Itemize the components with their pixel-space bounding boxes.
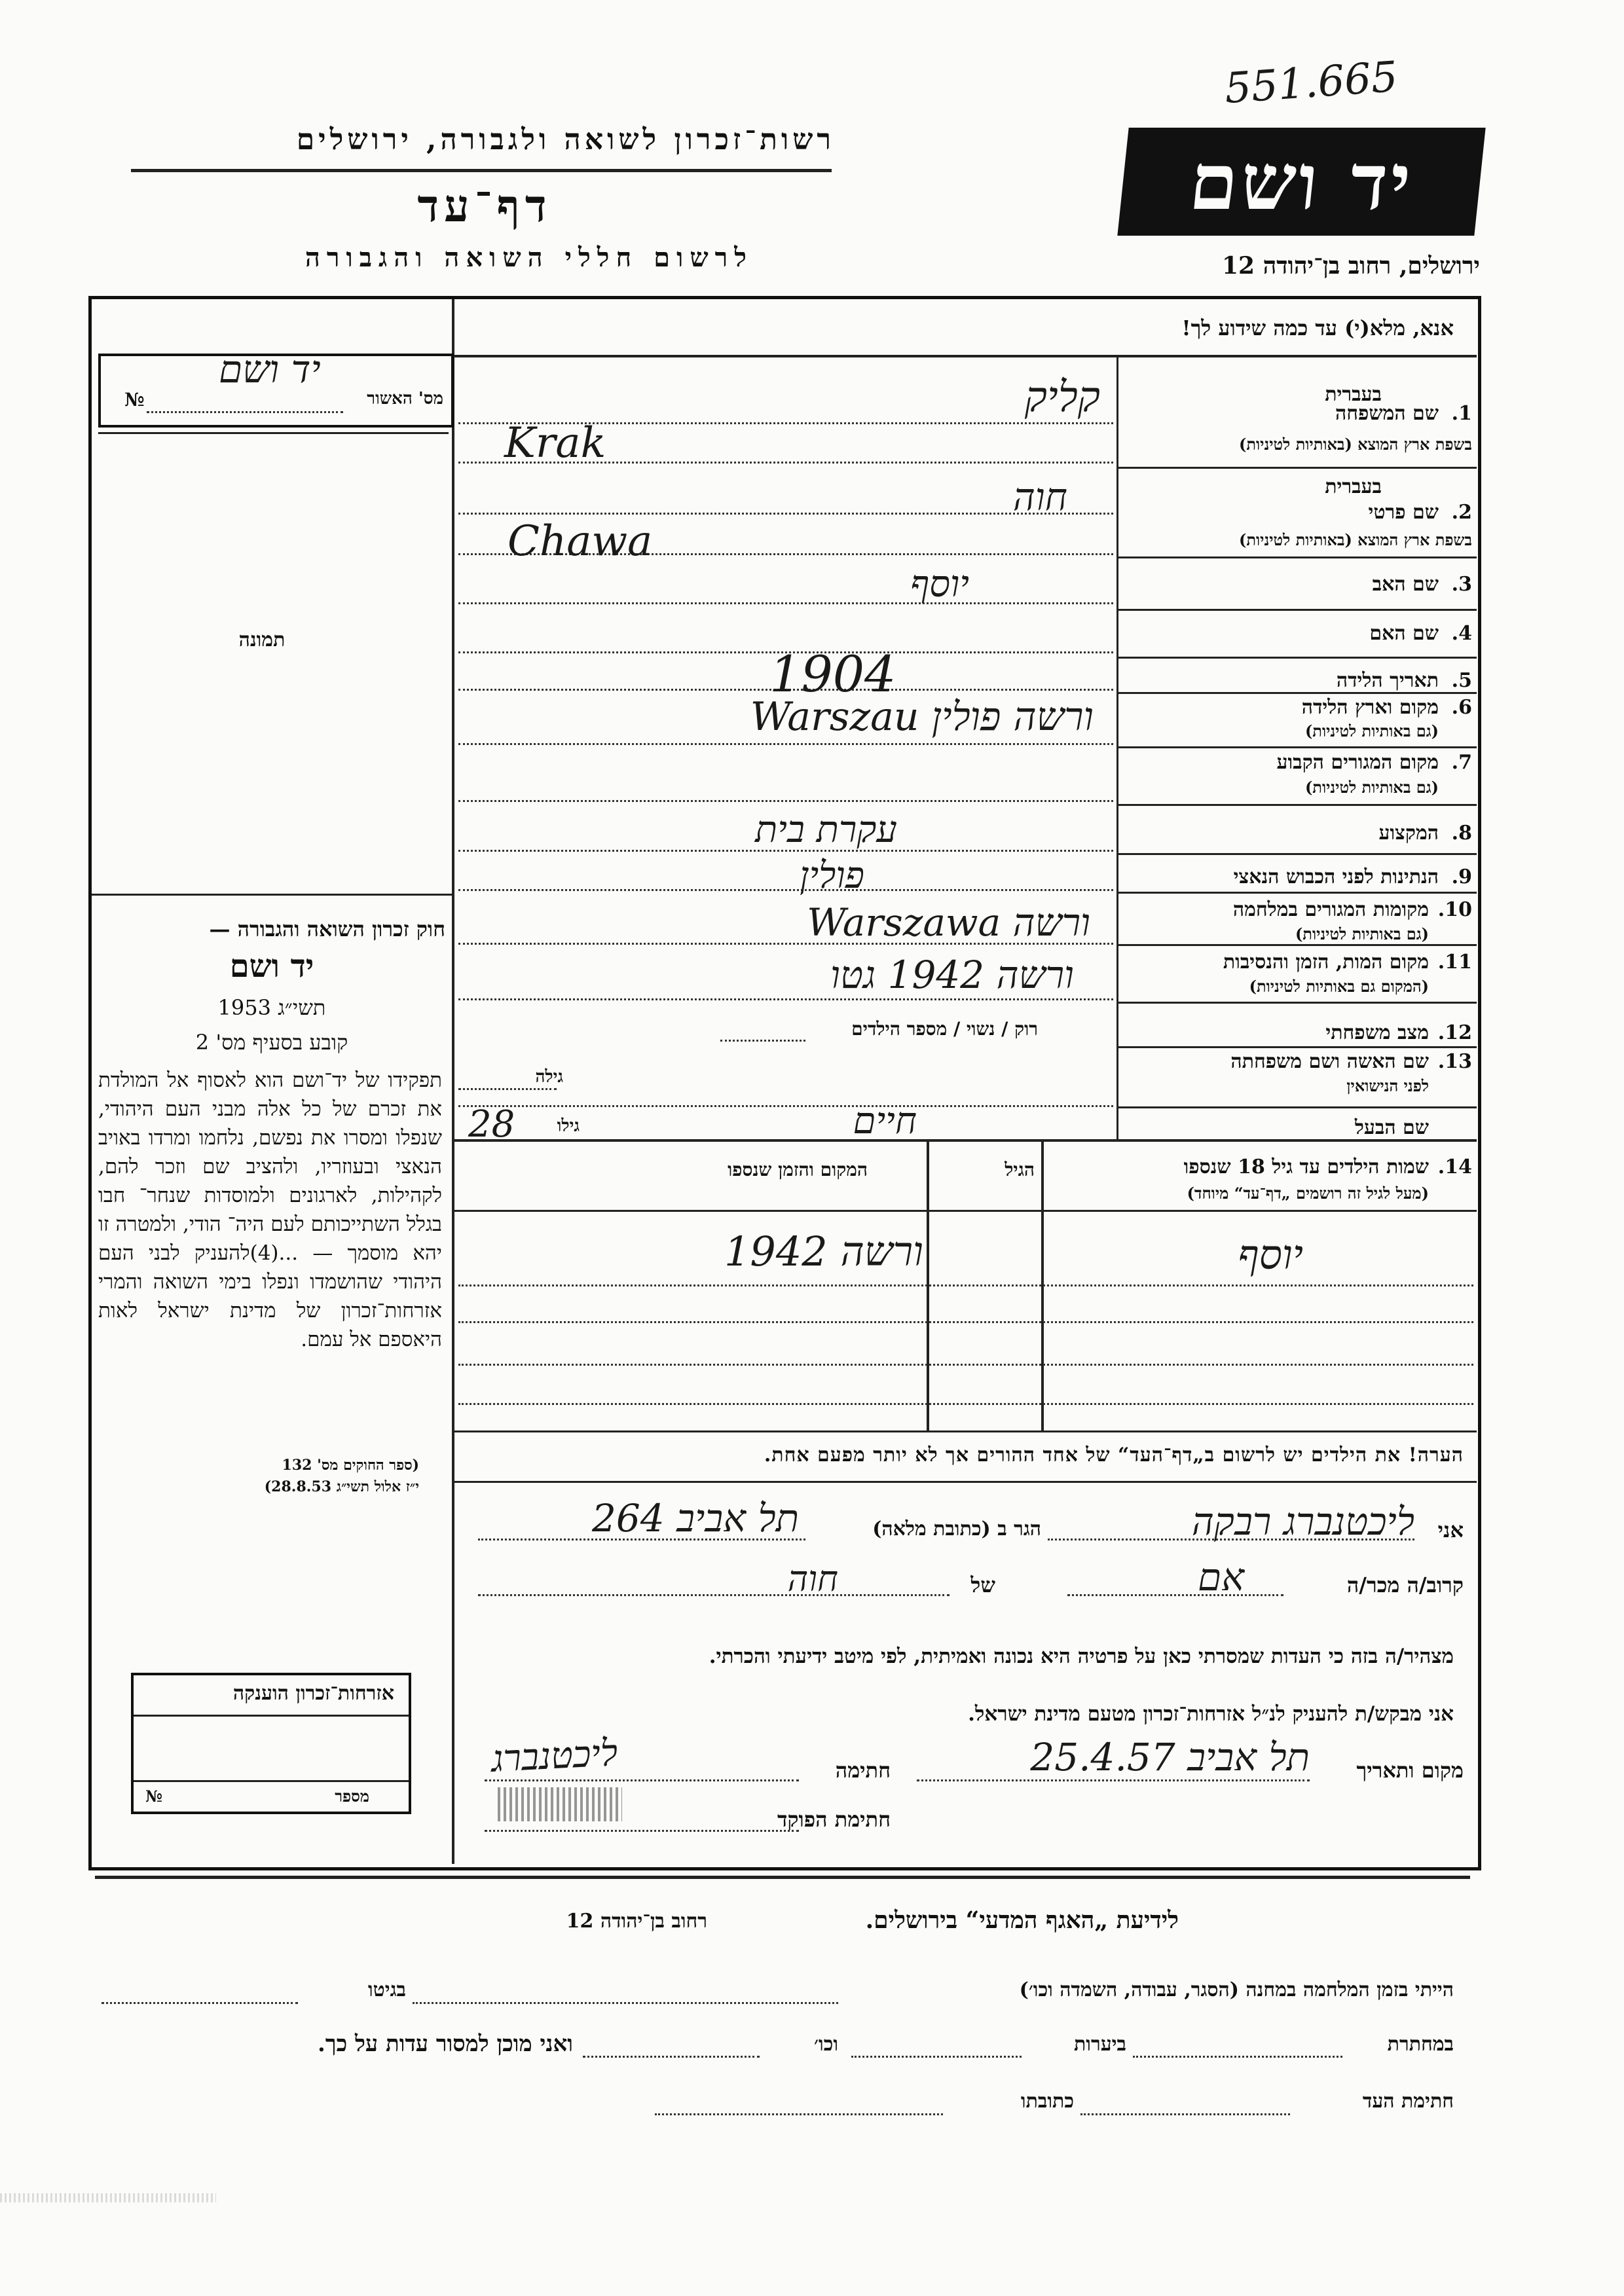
relative-label: קרוב/ה מכר/ה [1346, 1573, 1464, 1597]
field-1-sub: בשפת ארץ המוצא (באותיות לטיניות) [1239, 435, 1472, 454]
footer-camp-line [413, 2002, 838, 2004]
field-7-sub: (גם באותיות לטיניות) [1304, 778, 1439, 797]
row-sep-3 [1116, 609, 1477, 611]
header-rule [131, 169, 832, 172]
row-sep-5 [1116, 692, 1477, 694]
field-11-num: 11. [1437, 951, 1472, 974]
field-12-label: מצב משפחתי [1325, 1021, 1429, 1044]
field-8-num: 8. [1451, 822, 1472, 845]
occupation-hw: עקרת בית [755, 809, 897, 851]
footer-ghetto: בגיטו [367, 1978, 406, 2001]
of-label: של [970, 1573, 995, 1597]
law-name: יד ושם [229, 948, 314, 985]
children-col-age: הגיל [1005, 1159, 1035, 1180]
husband-name-hw: חיים [853, 1100, 917, 1142]
officer-line [485, 1830, 799, 1832]
approval-number-handwritten: יד ושם [219, 347, 321, 392]
field-13-label: שם האשה ושם משפחתה [1230, 1050, 1429, 1073]
declarant-address-hw: תל אביב 264 [591, 1496, 799, 1540]
children-top-rule [454, 1139, 1477, 1142]
children-col-place: המקום והזמן שנספו [728, 1159, 868, 1180]
law-ref-1: (ספר החוקים מס' 132 [282, 1457, 419, 1474]
of-line [478, 1594, 950, 1596]
memorial-box-rule-2 [134, 1780, 409, 1782]
intro-text: אנא, מלא(י) עד כמה שידוע לך! [1181, 316, 1454, 340]
declarant-lives-at: הגר ב (כתובת מלאה) [872, 1518, 1041, 1540]
memorial-box-rule [134, 1715, 409, 1717]
place-date-label: מקום ותאריך [1356, 1758, 1464, 1783]
officer-label: חתימת הפוקד [777, 1807, 891, 1832]
footer-etc-line [583, 2056, 760, 2058]
law-clause: קובע בסעיף מס' 2 [195, 1030, 348, 1055]
children-bottom-rule [454, 1430, 1477, 1432]
request-text: אני מבקש/ת להעניק לנ״ל אזרחות־זכרון מטעם מדינת ישראל. [968, 1702, 1454, 1726]
children-header-rule [454, 1210, 1477, 1212]
row-sep-9 [1116, 892, 1477, 894]
footer-title: לידיעת „האגף המדעי“ בירושלים. [865, 1906, 1179, 1934]
photo-label: תמונה [238, 629, 286, 651]
field-12-num: 12. [1437, 1021, 1472, 1044]
surname-latin-hw: Krak [504, 419, 606, 467]
child-1-name-hw: יוסף [1238, 1231, 1303, 1279]
row-sep-12 [1116, 1046, 1477, 1048]
wartime-residence-hw: ורשה Warszawa [807, 900, 1090, 945]
field-1-num: 1. [1451, 402, 1472, 425]
photo-bottom-rule [92, 894, 452, 896]
field-9-num: 9. [1451, 866, 1472, 888]
field-10-label: מקומות המגורים במלחמה [1232, 898, 1429, 921]
scan-artifact [0, 2193, 216, 2202]
field-3-label: שם האב [1372, 573, 1439, 596]
of-hw: חוה [787, 1558, 838, 1599]
entry-line-7 [458, 800, 1113, 802]
field-1-hebrew: בעברית [1325, 383, 1382, 406]
intro-rule [454, 355, 1477, 357]
law-year: תשי״ג 1953 [217, 995, 326, 1020]
footer-ghetto-line [101, 2002, 298, 2004]
death-place-hw: ורשה 1942 גטו [830, 953, 1074, 997]
row-sep-1 [1116, 467, 1477, 469]
row-sep-8 [1116, 853, 1477, 855]
firstname-hebrew-hw: חוה [1012, 475, 1067, 519]
children-label: שמות הילדים עד גיל 18 שנספו [1183, 1156, 1429, 1178]
signature-hw: ליכטנברג [490, 1731, 619, 1781]
field-11-sub: (המקום גם באותיות לטיניות) [1249, 977, 1429, 996]
yad-vashem-logo [1117, 128, 1485, 236]
memorial-box-number: מספר [335, 1787, 369, 1806]
field-7-label: מקום המגורים הקבוע [1276, 751, 1439, 774]
footer-underground-line [1133, 2056, 1342, 2058]
memorial-box-title: אזרחות־זכרון הוענקה [232, 1682, 394, 1705]
field-2-num: 2. [1451, 501, 1472, 524]
field-10-sub: (גם באותיות לטיניות) [1295, 924, 1429, 943]
husband-age-label: גילו [557, 1116, 580, 1136]
row-sep-4 [1116, 657, 1477, 659]
row-sep-2 [1116, 556, 1477, 558]
archive-number: 551.665 [1223, 52, 1399, 114]
field-13-num: 13. [1437, 1050, 1472, 1073]
children-line-4 [458, 1403, 1473, 1405]
approval-box [98, 347, 454, 428]
child-1-place-hw: ורשה 1942 [724, 1228, 923, 1275]
children-line-2 [458, 1321, 1473, 1323]
footer-etc: וכו׳ [814, 2033, 838, 2056]
approval-underline [98, 432, 449, 434]
children-line-1 [458, 1285, 1473, 1286]
approval-label: מס' האשור [367, 389, 443, 409]
children-line-3 [458, 1364, 1473, 1366]
firstname-latin-hw: Chawa [507, 517, 653, 566]
footer-forests-line [851, 2056, 1022, 2058]
surname-hebrew-hw: קליק [1024, 373, 1100, 422]
field-6-num: 6. [1451, 696, 1472, 719]
declaration-text: מצהיר/ה בזה כי העדות שמסרתי כאן על פרטיה היא נכונה ואמיתית, לפי מיטב ידיעתי והכרתי. [709, 1645, 1454, 1668]
place-date-hw: תל אביב 25.4.57 [1030, 1735, 1310, 1779]
entry-line-11 [458, 998, 1113, 1000]
footer-forests: ביערות [1073, 2033, 1126, 2056]
field-10-num: 10. [1437, 898, 1472, 921]
birth-date-hw: 1904 [769, 645, 896, 703]
memorial-box-no-sign: № [145, 1787, 163, 1806]
field-7-num: 7. [1451, 751, 1472, 774]
approval-dotline [147, 411, 343, 413]
field-1-label: שם המשפחה [1335, 402, 1439, 425]
footer-ready: ואני מוכן למסור עדות על כך. [318, 2031, 573, 2057]
law-ref-2: י״ז אלול תשי״ג 28.8.53) [264, 1478, 419, 1495]
officer-stamp [498, 1787, 622, 1821]
left-panel-divider [452, 299, 454, 1864]
row-sep-6 [1116, 746, 1477, 748]
field-13-age-dots [458, 1088, 557, 1090]
husband-age-hw: 28 [468, 1103, 515, 1146]
field-2-hebrew: בעברית [1325, 475, 1382, 498]
field-5-label: תאריך הלידה [1336, 669, 1439, 692]
father-name-hw: יוסף [910, 563, 969, 606]
declarant-ani: אני [1437, 1518, 1464, 1542]
footer-line-1: הייתי בזמן המלחמה במחנה (הסגר, עבודה, השמדה וכו׳) [1019, 1978, 1454, 2001]
footer-witness-sig-line [1080, 2113, 1290, 2115]
field-12-inline: רוק / נשוי / מספר הילדים [851, 1018, 1038, 1040]
approval-no-sign: № [124, 389, 145, 410]
signature-line [485, 1779, 799, 1781]
declarant-name-hw: ליכטנברג רבקה [1191, 1499, 1414, 1544]
relation-hw: אם [1198, 1555, 1244, 1599]
field-6-sub: (גם באותיות לטיניות) [1304, 721, 1439, 740]
row-sep-13 [1116, 1106, 1477, 1108]
note-bottom-rule [454, 1481, 1477, 1483]
form-subtitle: לרשום חללי השואה והגבורה [304, 242, 753, 273]
field-3-num: 3. [1451, 573, 1472, 596]
field-12-children-dots [720, 1040, 805, 1042]
field-6-label: מקום וארץ הלידה [1301, 696, 1439, 719]
field-4-label: שם האם [1369, 622, 1439, 645]
field-11-label: מקום המות, הזמן והנסיבות [1223, 951, 1429, 974]
row-sep-11 [1116, 1002, 1477, 1004]
footer-witness-signature: חתימת העד [1362, 2090, 1454, 2113]
row-sep-7 [1116, 804, 1477, 806]
field-9-label: הנתינות לפני הכבוש הנאצי [1233, 866, 1439, 888]
field-13-age-label: גילה [535, 1067, 563, 1087]
entry-line-6 [458, 743, 1113, 745]
form-title: דף־עד [417, 180, 552, 232]
children-num: 14. [1437, 1156, 1472, 1178]
place-date-line [917, 1779, 1310, 1781]
field-13-sub: לפני הנישואין [1346, 1076, 1429, 1095]
footer-rule [95, 1876, 1470, 1879]
field-2-label: שם פרטי [1368, 501, 1439, 524]
org-line: רשות־זכרון לשואה ולגבורה, ירושלים [296, 123, 835, 156]
children-sub: (מעל לגיל זה רושמים „דף־עד“ מיוחד) [1187, 1184, 1429, 1203]
signature-label: חתימה [835, 1758, 891, 1783]
memorial-citizenship-box [131, 1673, 411, 1814]
footer-address: רחוב בן־יהודה 12 [566, 1910, 707, 1933]
field-8-label: המקצוע [1378, 822, 1439, 845]
field-2-sub: בשפת ארץ המוצא (באותיות לטיניות) [1239, 530, 1472, 549]
law-text: תפקידו של יד־ושם הוא לאסוף אל המולדת את זכרם של כל אלה מבני העם היהודי, שנפלו ומסרו את נפשם, נלחמו ומרדו באויב הנאצי ובעוזריו, ולהציב שם וזכר להם, לקהילות, לארגונים ולמוסדות שנחר־ חבו בגלל השתייכותם לעם היה־ הודי, ולמטרה זו יהא מוסמך — ...(4)להעניק לבני העם היהודי שהושמדו ונפלו בימי השואה והמרי אזרחות־זכרון של מדינת ישראל לאות היאספם אל עמם. [98, 1068, 442, 1351]
children-note: הערה! את הילדים יש לרשום ב„דף־העד“ של אחד ההורים אך לא יותר מפעם אחת. [764, 1444, 1464, 1467]
footer-witness-addr-line [655, 2113, 943, 2115]
footer-underground: במחתרת [1387, 2033, 1454, 2056]
footer-witness-address: כתובתו [1020, 2090, 1074, 2113]
nationality-hw: פולין [800, 854, 864, 897]
header-address: ירושלים, רחוב בן־יהודה 12 [1221, 252, 1480, 280]
law-title: חוק זכרון השואה והגבורה — [209, 917, 445, 941]
field-5-num: 5. [1451, 669, 1472, 692]
birthplace-hw: ורשה פולין Warszau [750, 694, 1094, 740]
row-sep-10 [1116, 944, 1477, 946]
logo-text: יד ושם [1185, 136, 1418, 227]
husband-label: שם הבעל [1354, 1116, 1429, 1139]
field-4-num: 4. [1451, 622, 1472, 645]
